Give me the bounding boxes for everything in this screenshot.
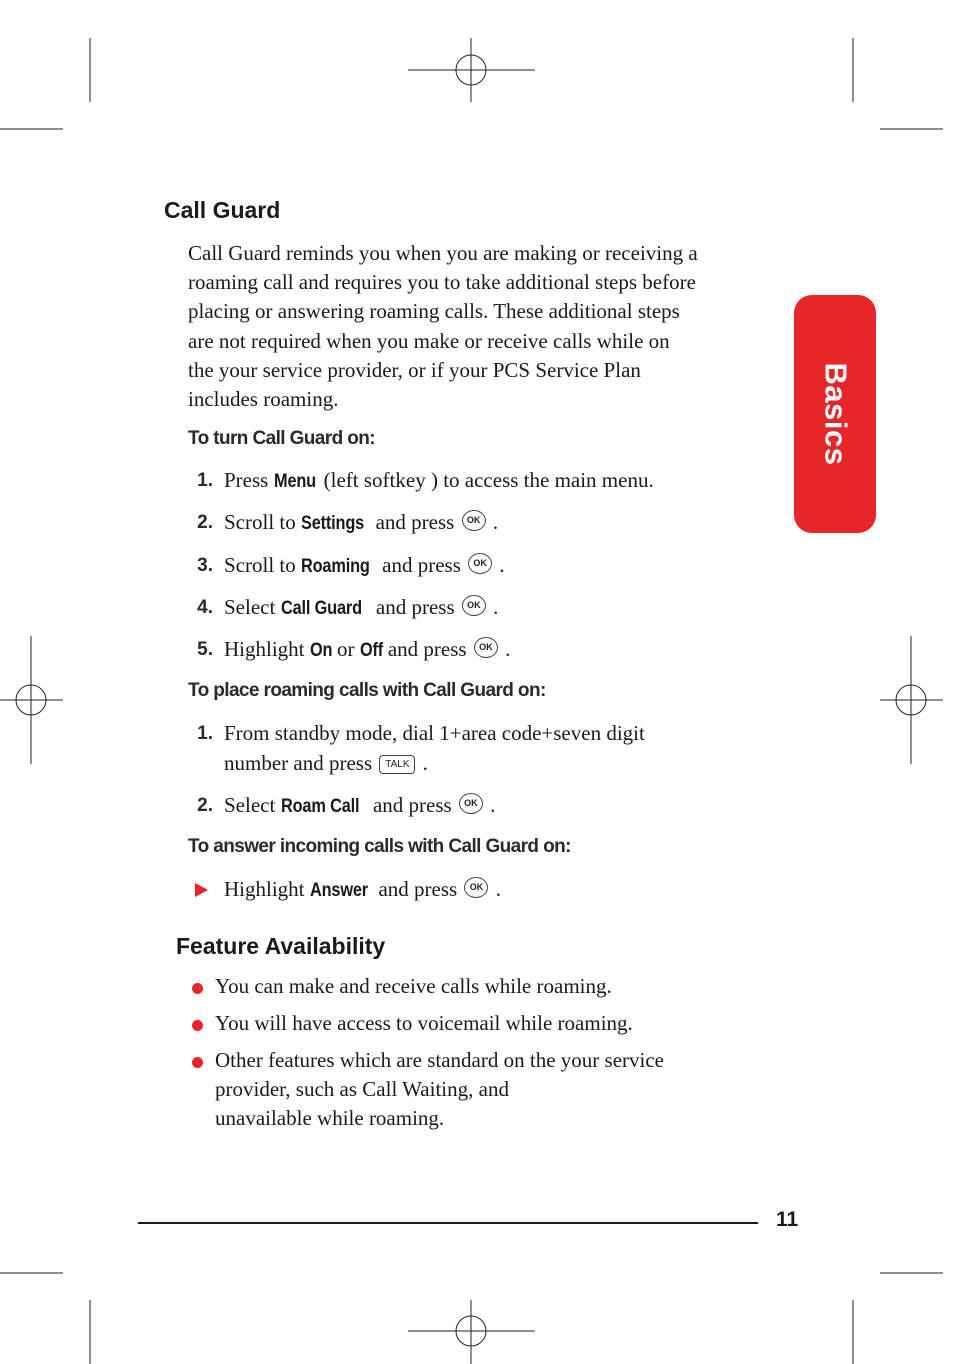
bullet-text: Other features which are standard on the your service provider, such as Call Waiting, and unavailable while roaming. (215, 1048, 664, 1131)
intro-line: are not required when you make or receive calls while on (188, 328, 670, 353)
step-text: Scroll to Settings and press OK . (224, 510, 499, 534)
bullet-dot-icon (192, 983, 203, 994)
bullet-dot-icon (192, 1057, 203, 1068)
menu-keyword: Off (359, 640, 383, 661)
subheading-place-calls: To place roaming calls with Call Guard on: (188, 680, 546, 701)
menu-keyword: Roam Call (280, 796, 359, 817)
step-text: Press Menu (left softkey ) to access the main menu. (224, 468, 654, 492)
section-tab-label-wrap (794, 295, 876, 533)
call-guard-intro (188, 239, 698, 414)
intro-line: includes roaming. (188, 387, 339, 412)
step-text: Highlight Answer and press OK . (224, 877, 501, 901)
arrow-bullet-icon (195, 883, 208, 897)
footer-rule (138, 1222, 758, 1224)
intro-line: the your service provider, or if your PCS Service Plan (188, 357, 641, 382)
step-number: 5. (197, 639, 213, 660)
ok-key-icon: OK (468, 553, 492, 574)
intro-line: roaming call and requires you to take additional steps before (188, 270, 696, 295)
ok-key-icon: OK (474, 637, 498, 658)
section-title-call-guard: Call Guard (164, 197, 281, 223)
intro-line: Call Guard reminds you when you are making or receiving a (188, 241, 698, 265)
bullet-dot-icon (192, 1020, 203, 1031)
menu-keyword: Settings (301, 513, 365, 534)
menu-keyword: Roaming (301, 556, 370, 577)
step-text-continued: number and press TALK . (224, 751, 428, 775)
step-number: 2. (197, 512, 213, 533)
menu-keyword: Call Guard (280, 598, 362, 619)
ok-key-icon: OK (462, 510, 486, 531)
section-tab-label: Basics (818, 362, 853, 466)
step-number: 1. (197, 470, 213, 491)
menu-keyword: Answer (309, 880, 368, 901)
step-number: 4. (197, 597, 213, 618)
step-text: Select Roam Call and press OK . (224, 793, 496, 817)
intro-line: placing or answering roaming calls. These additional steps (188, 299, 680, 324)
step-number: 3. (197, 555, 213, 576)
menu-keyword: On (309, 640, 333, 661)
section-title-feature-availability: Feature Availability (176, 933, 386, 959)
step-text: Highlight On or Off and press OK . (224, 637, 511, 661)
subheading-turn-on: To turn Call Guard on: (188, 428, 375, 449)
talk-key-icon: TALK (379, 755, 415, 774)
step-number: 1. (197, 723, 213, 744)
page-number: 11 (776, 1208, 799, 1231)
step-text: Scroll to Roaming and press OK . (224, 553, 505, 577)
subheading-answer-calls: To answer incoming calls with Call Guard on: (188, 836, 571, 857)
step-text: From standby mode, dial 1+area code+seven digit (224, 721, 645, 745)
ok-key-icon: OK (462, 595, 486, 616)
menu-keyword: Menu (273, 471, 316, 492)
step-text: Select Call Guard and press OK . (224, 595, 499, 619)
bullet-text: You can make and receive calls while roaming. (215, 974, 612, 998)
ok-key-icon: OK (464, 877, 488, 898)
ok-key-icon: OK (459, 793, 483, 814)
step-number: 2. (197, 795, 213, 816)
bullet-text: You will have access to voicemail while roaming. (215, 1011, 633, 1035)
